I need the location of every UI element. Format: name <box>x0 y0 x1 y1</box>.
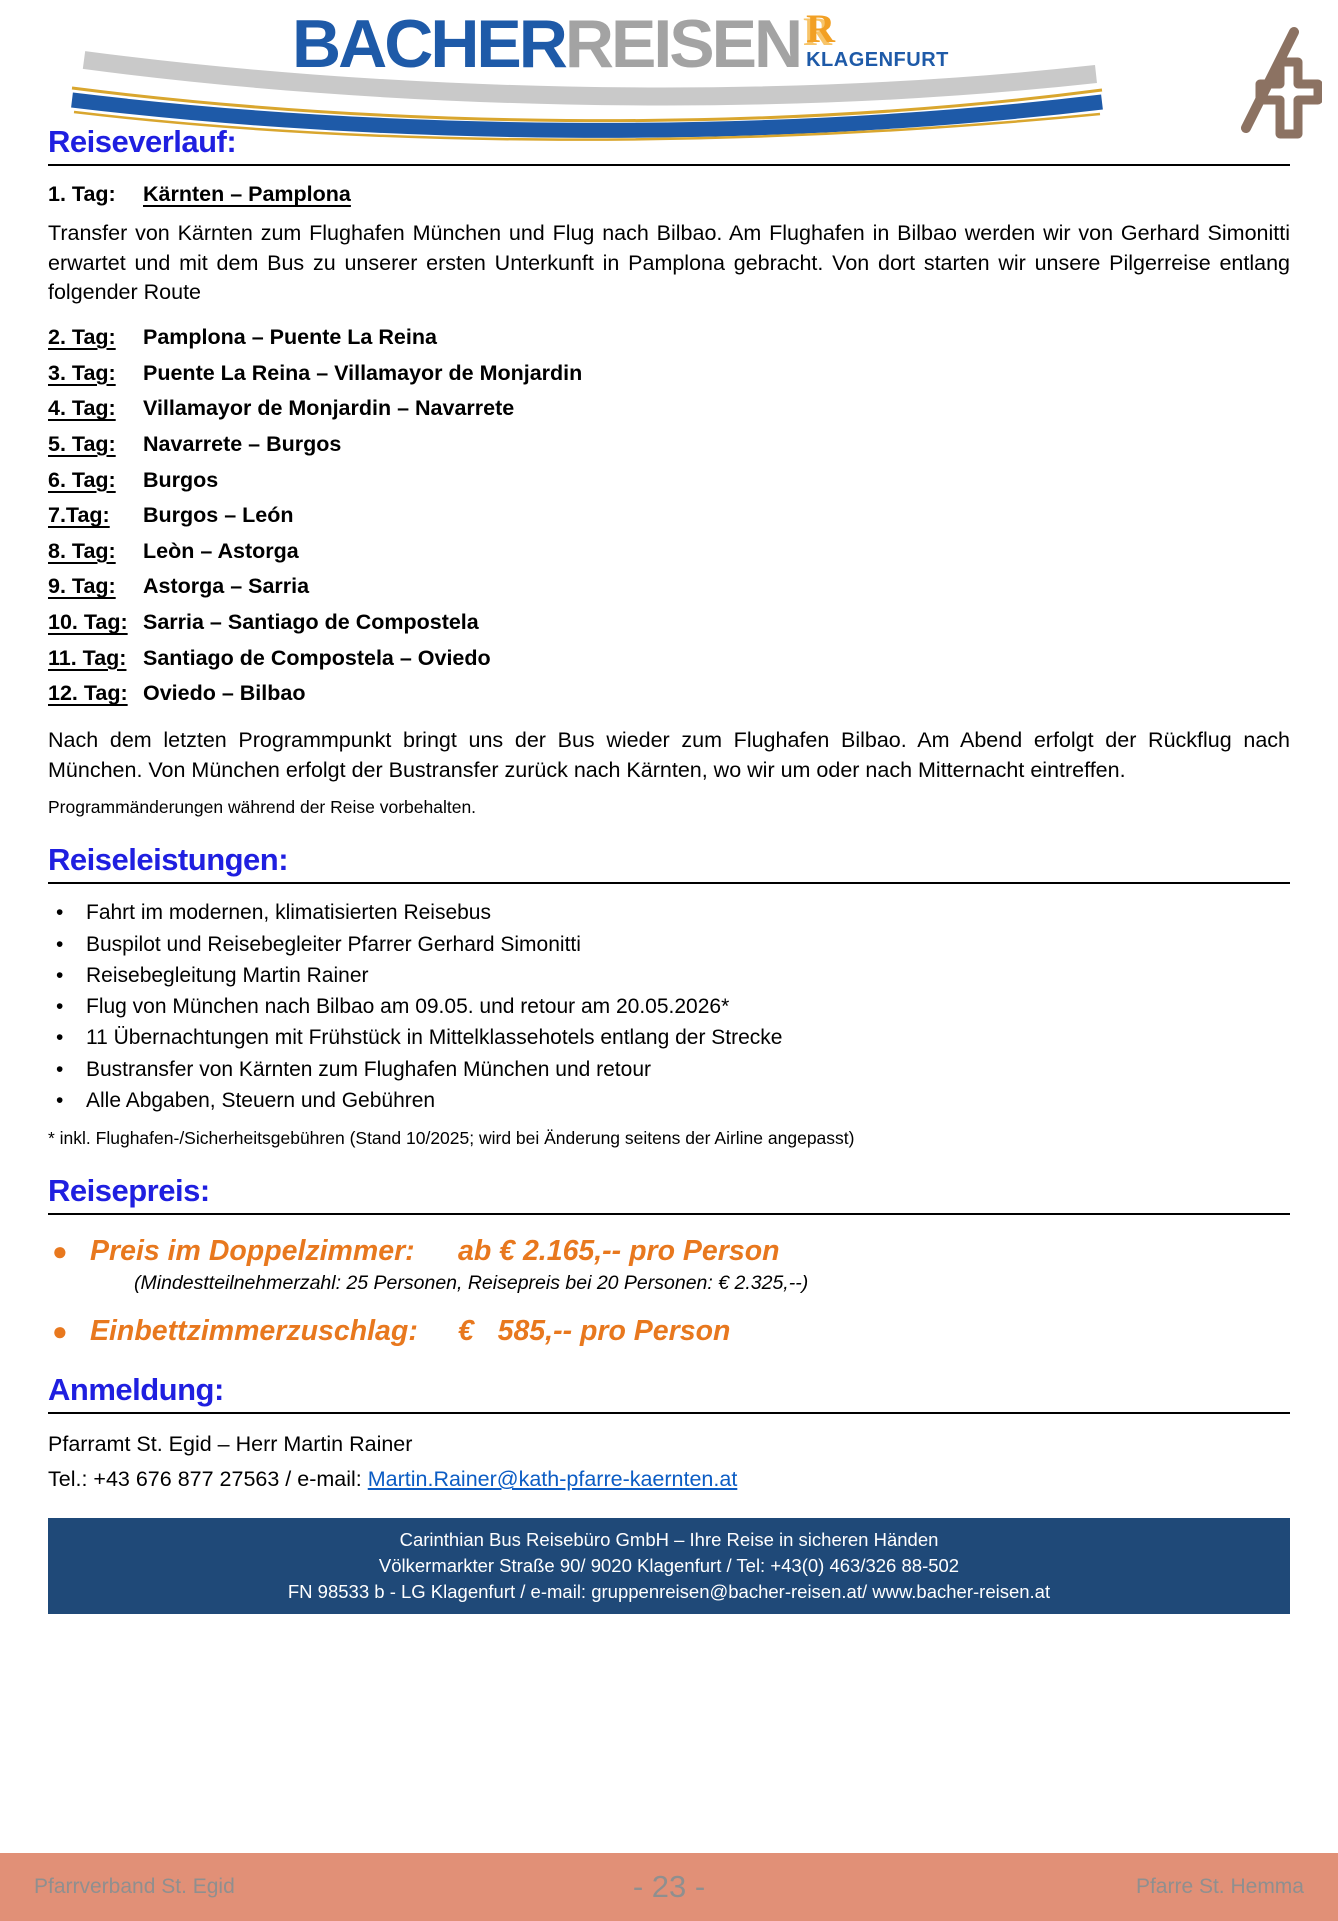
contact-tel-line <box>48 1467 1290 1492</box>
day-label: 11. Tag: <box>48 645 127 670</box>
day-list <box>48 326 1290 706</box>
day-row <box>48 397 1290 421</box>
day-route: Sarria – Santiago de Compostela <box>143 610 479 635</box>
day-route: Puente La Reina – Villamayor de Monjardin <box>143 360 583 385</box>
corner-number-4-icon <box>1234 24 1322 142</box>
agency-info-box <box>48 1518 1290 1614</box>
day-row <box>48 326 1290 350</box>
benefit-item: • Alle Abgaben, Steuern und Gebühren <box>48 1088 1290 1114</box>
day-route: Astorga – Sarria <box>143 574 310 599</box>
day-route: Burgos <box>143 467 219 492</box>
day1-label: 1. Tag: <box>48 182 116 206</box>
agency-info-line: Carinthian Bus Reisebüro GmbH – Ihre Reise in sicheren Händen <box>399 1529 939 1551</box>
brand-logo <box>292 6 949 82</box>
tel-text: Tel.: +43 676 877 27563 / e-mail: <box>48 1467 368 1492</box>
benefit-item: • 11 Übernachtungen mit Frühstück in Mittelklassehotels entlang der Strecke <box>48 1025 1290 1051</box>
brand-part-reisen: REISEN <box>564 6 801 82</box>
itinerary-intro-paragraph: Transfer von Kärnten zum Flughafen München und Flug nach Bilbao. Am Flughafen in Bilbao werden wir von Gerhard Simonitti erwartet und mit dem Bus zu unserer ersten Unterkunft in Pamplona gebracht. Von dort starten wir unsere Pilgerreise entlang folgender Route <box>48 221 1290 305</box>
section-header-anmeldung <box>48 1372 1290 1414</box>
day1-row <box>48 182 1290 207</box>
brand-name <box>292 6 801 82</box>
price-label: Einbettzimmerzuschlag: <box>90 1315 418 1348</box>
price-minimum-note: (Mindestteilnehmerzahl: 25 Personen, Reisepreis bei 20 Personen: € 2.325,--) <box>134 1272 809 1295</box>
logo-r-icon: R <box>806 6 835 51</box>
day-route: Pamplona – Puente La Reina <box>143 324 437 349</box>
day-label: 6. Tag: <box>48 467 116 492</box>
section-title-reiseverlauf: Reiseverlauf: <box>48 124 237 159</box>
day-row <box>48 611 1290 635</box>
bullet-icon: ● <box>52 1236 68 1267</box>
day-route: Burgos – León <box>143 503 294 528</box>
price-label: Preis im Doppelzimmer: <box>90 1235 415 1268</box>
contact-name-line: Pfarramt St. Egid – Herr Martin Rainer <box>48 1432 413 1457</box>
benefit-item: • Buspilot und Reisebegleiter Pfarrer Gerhard Simonitti <box>48 932 1290 958</box>
bullet-icon: ● <box>52 1316 68 1347</box>
day-label: 4. Tag: <box>48 396 116 421</box>
day-label: 5. Tag: <box>48 431 116 456</box>
section-title-reiseleistungen: Reiseleistungen: <box>48 842 289 878</box>
day-label: 9. Tag: <box>48 574 116 599</box>
page-content <box>0 124 1338 1614</box>
day-route: Villamayor de Monjardin – Navarrete <box>143 396 515 421</box>
day-label: 7.Tag: <box>48 503 110 528</box>
airline-footnote: * inkl. Flughafen-/Sicherheitsgebühren (Stand 10/2025; wird bei Änderung seitens der Airline angepasst) <box>48 1128 855 1149</box>
benefit-item: • Bustransfer von Kärnten zum Flughafen München und retour <box>48 1057 1290 1083</box>
day-row <box>48 540 1290 564</box>
page-footer-bar <box>0 1853 1338 1921</box>
day1-route: Kärnten – Pamplona <box>143 182 351 206</box>
day-row <box>48 504 1290 528</box>
day-row <box>48 469 1290 493</box>
day-row <box>48 682 1290 706</box>
brand-part-bacher: BACHER <box>292 6 565 82</box>
price-row-single <box>48 1315 1290 1348</box>
day-route: Santiago de Compostela – Oviedo <box>143 645 491 670</box>
day-route: Leòn – Astorga <box>143 538 299 563</box>
footer-left-label: Pfarrverband St. Egid <box>34 1875 235 1898</box>
footer-right-label: Pfarre St. Hemma <box>1135 1875 1304 1898</box>
day-label: 3. Tag: <box>48 360 116 385</box>
agency-info-line: FN 98533 b - LG Klagenfurt / e-mail: gruppenreisen@bacher-reisen.at/ www.bacher-reisen.at <box>287 1581 1051 1603</box>
day-label: 10. Tag: <box>48 610 128 635</box>
day-row <box>48 575 1290 599</box>
day-row <box>48 433 1290 457</box>
price-value: ab € 2.165,-- pro Person <box>458 1235 780 1268</box>
section-title-reisepreis: Reisepreis: <box>48 1173 210 1209</box>
brand-city-label: KLAGENFURT <box>806 49 949 71</box>
program-change-note: Programmänderungen während der Reise vorbehalten. <box>48 797 477 818</box>
email-link[interactable]: Martin.Rainer@kath-pfarre-kaernten.at <box>367 1467 738 1492</box>
price-row-double <box>48 1235 1290 1268</box>
benefit-item: • Flug von München nach Bilbao am 09.05. und retour am 20.05.2026* <box>48 994 1290 1020</box>
day-label: 2. Tag: <box>48 324 116 349</box>
day-row <box>48 647 1290 671</box>
section-title-anmeldung: Anmeldung: <box>48 1372 224 1408</box>
day-row <box>48 362 1290 386</box>
price-value: € 585,-- pro Person <box>458 1315 731 1348</box>
header <box>0 0 1338 118</box>
section-header-reiseleistungen <box>48 842 1290 884</box>
benefit-item: • Reisebegleitung Martin Rainer <box>48 963 1290 989</box>
itinerary-outro-paragraph: Nach dem letzten Programmpunkt bringt uns der Bus wieder zum Flughafen Bilbao. Am Abend erfolgt der Rückflug nach München. Von München erfolgt der Bustransfer zurück nach Kärnten, wo wir um oder nach Mitternacht eintreffen. <box>48 728 1290 782</box>
day-label: 8. Tag: <box>48 538 116 563</box>
benefit-item: • Fahrt im modernen, klimatisierten Reisebus <box>48 900 1290 926</box>
day-route: Oviedo – Bilbao <box>143 681 306 706</box>
agency-info-line: Völkermarkter Straße 90/ 9020 Klagenfurt / Tel: +43(0) 463/326 88-502 <box>378 1555 960 1577</box>
section-header-reisepreis <box>48 1173 1290 1215</box>
page-number: - 23 - <box>632 1869 706 1904</box>
day-label: 12. Tag: <box>48 681 128 706</box>
benefits-list <box>48 900 1290 1114</box>
day-route: Navarrete – Burgos <box>143 431 342 456</box>
